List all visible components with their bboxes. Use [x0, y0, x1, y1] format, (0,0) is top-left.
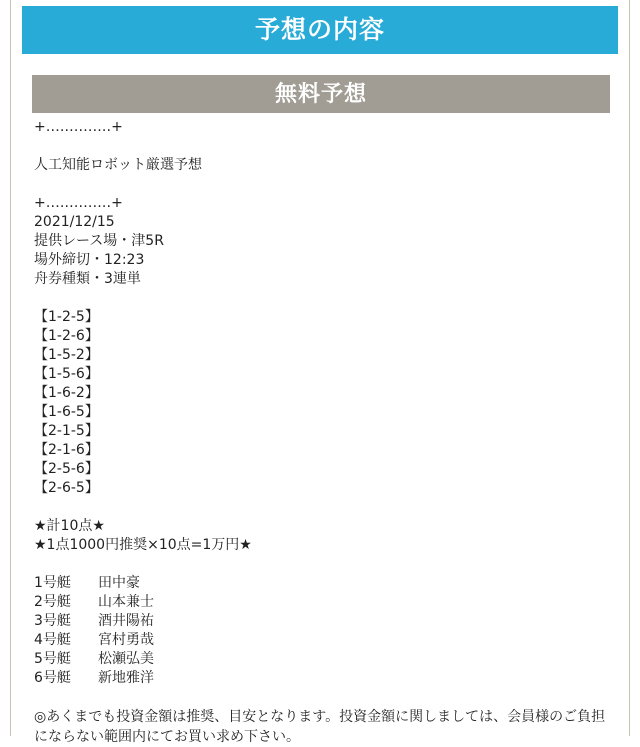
boat-row — [34, 593, 610, 612]
combination-item: 【1-5-2】 — [34, 347, 99, 363]
boat-number: 3号艇 — [34, 613, 71, 629]
forecast-heading: 人工知能ロボット厳選予想 — [34, 157, 202, 173]
combination-item: 【1-6-2】 — [34, 385, 99, 401]
spacer — [34, 289, 610, 308]
racer-name: 山本兼士 — [98, 594, 154, 610]
divider-bottom: +‥‥‥‥‥‥‥+ — [34, 195, 123, 211]
ticket-type: 舟券種類・3連単 — [34, 271, 141, 287]
bet-recommendation: ★1点1000円推奨×10点=1万円★ — [34, 537, 252, 553]
combination-item: 【2-1-5】 — [34, 423, 99, 439]
total-points: ★計10点★ — [34, 518, 105, 534]
spacer — [34, 137, 610, 156]
page-title: 予想の内容 — [22, 6, 618, 54]
race-venue: 提供レース場・津5R — [34, 233, 164, 249]
combination-item: 【2-6-5】 — [34, 480, 99, 496]
section-title: 無料予想 — [32, 75, 610, 113]
spacer — [34, 555, 610, 574]
racer-name: 新地雅洋 — [98, 670, 154, 686]
boat-number: 4号艇 — [34, 632, 71, 648]
boat-row — [34, 650, 610, 669]
spacer — [34, 498, 610, 517]
spacer — [34, 175, 610, 194]
divider-top: +‥‥‥‥‥‥‥+ — [34, 119, 123, 135]
boat-number: 6号艇 — [34, 670, 71, 686]
combination-item: 【1-2-6】 — [34, 328, 99, 344]
race-date: 2021/12/15 — [34, 214, 115, 230]
boat-row — [34, 669, 610, 688]
combination-item: 【2-1-6】 — [34, 442, 99, 458]
racer-name: 酒井陽祐 — [98, 613, 154, 629]
race-deadline: 場外締切・12:23 — [34, 252, 145, 268]
boat-row — [34, 574, 610, 593]
racer-name: 田中豪 — [98, 575, 140, 591]
boat-row — [34, 631, 610, 650]
racer-name: 宮村勇哉 — [98, 632, 154, 648]
boat-row — [34, 612, 610, 631]
boat-number: 1号艇 — [34, 575, 71, 591]
racer-name: 松瀬弘美 — [98, 651, 154, 667]
boat-number: 5号艇 — [34, 651, 71, 667]
combination-item: 【1-6-5】 — [34, 404, 99, 420]
frame-border-right — [629, 0, 630, 736]
boat-number: 2号艇 — [34, 594, 71, 610]
combination-item: 【1-2-5】 — [34, 309, 99, 325]
spacer — [34, 688, 610, 707]
combination-item: 【2-5-6】 — [34, 461, 99, 477]
combination-item: 【1-5-6】 — [34, 366, 99, 382]
forecast-content — [34, 118, 610, 747]
investment-note: ◎あくまでも投資金額は推奨、目安となります。投資金額に関しましては、会員様のご負担にならない範囲内にてお買い求め下さい。 — [34, 709, 606, 745]
frame-border-left — [10, 0, 11, 736]
